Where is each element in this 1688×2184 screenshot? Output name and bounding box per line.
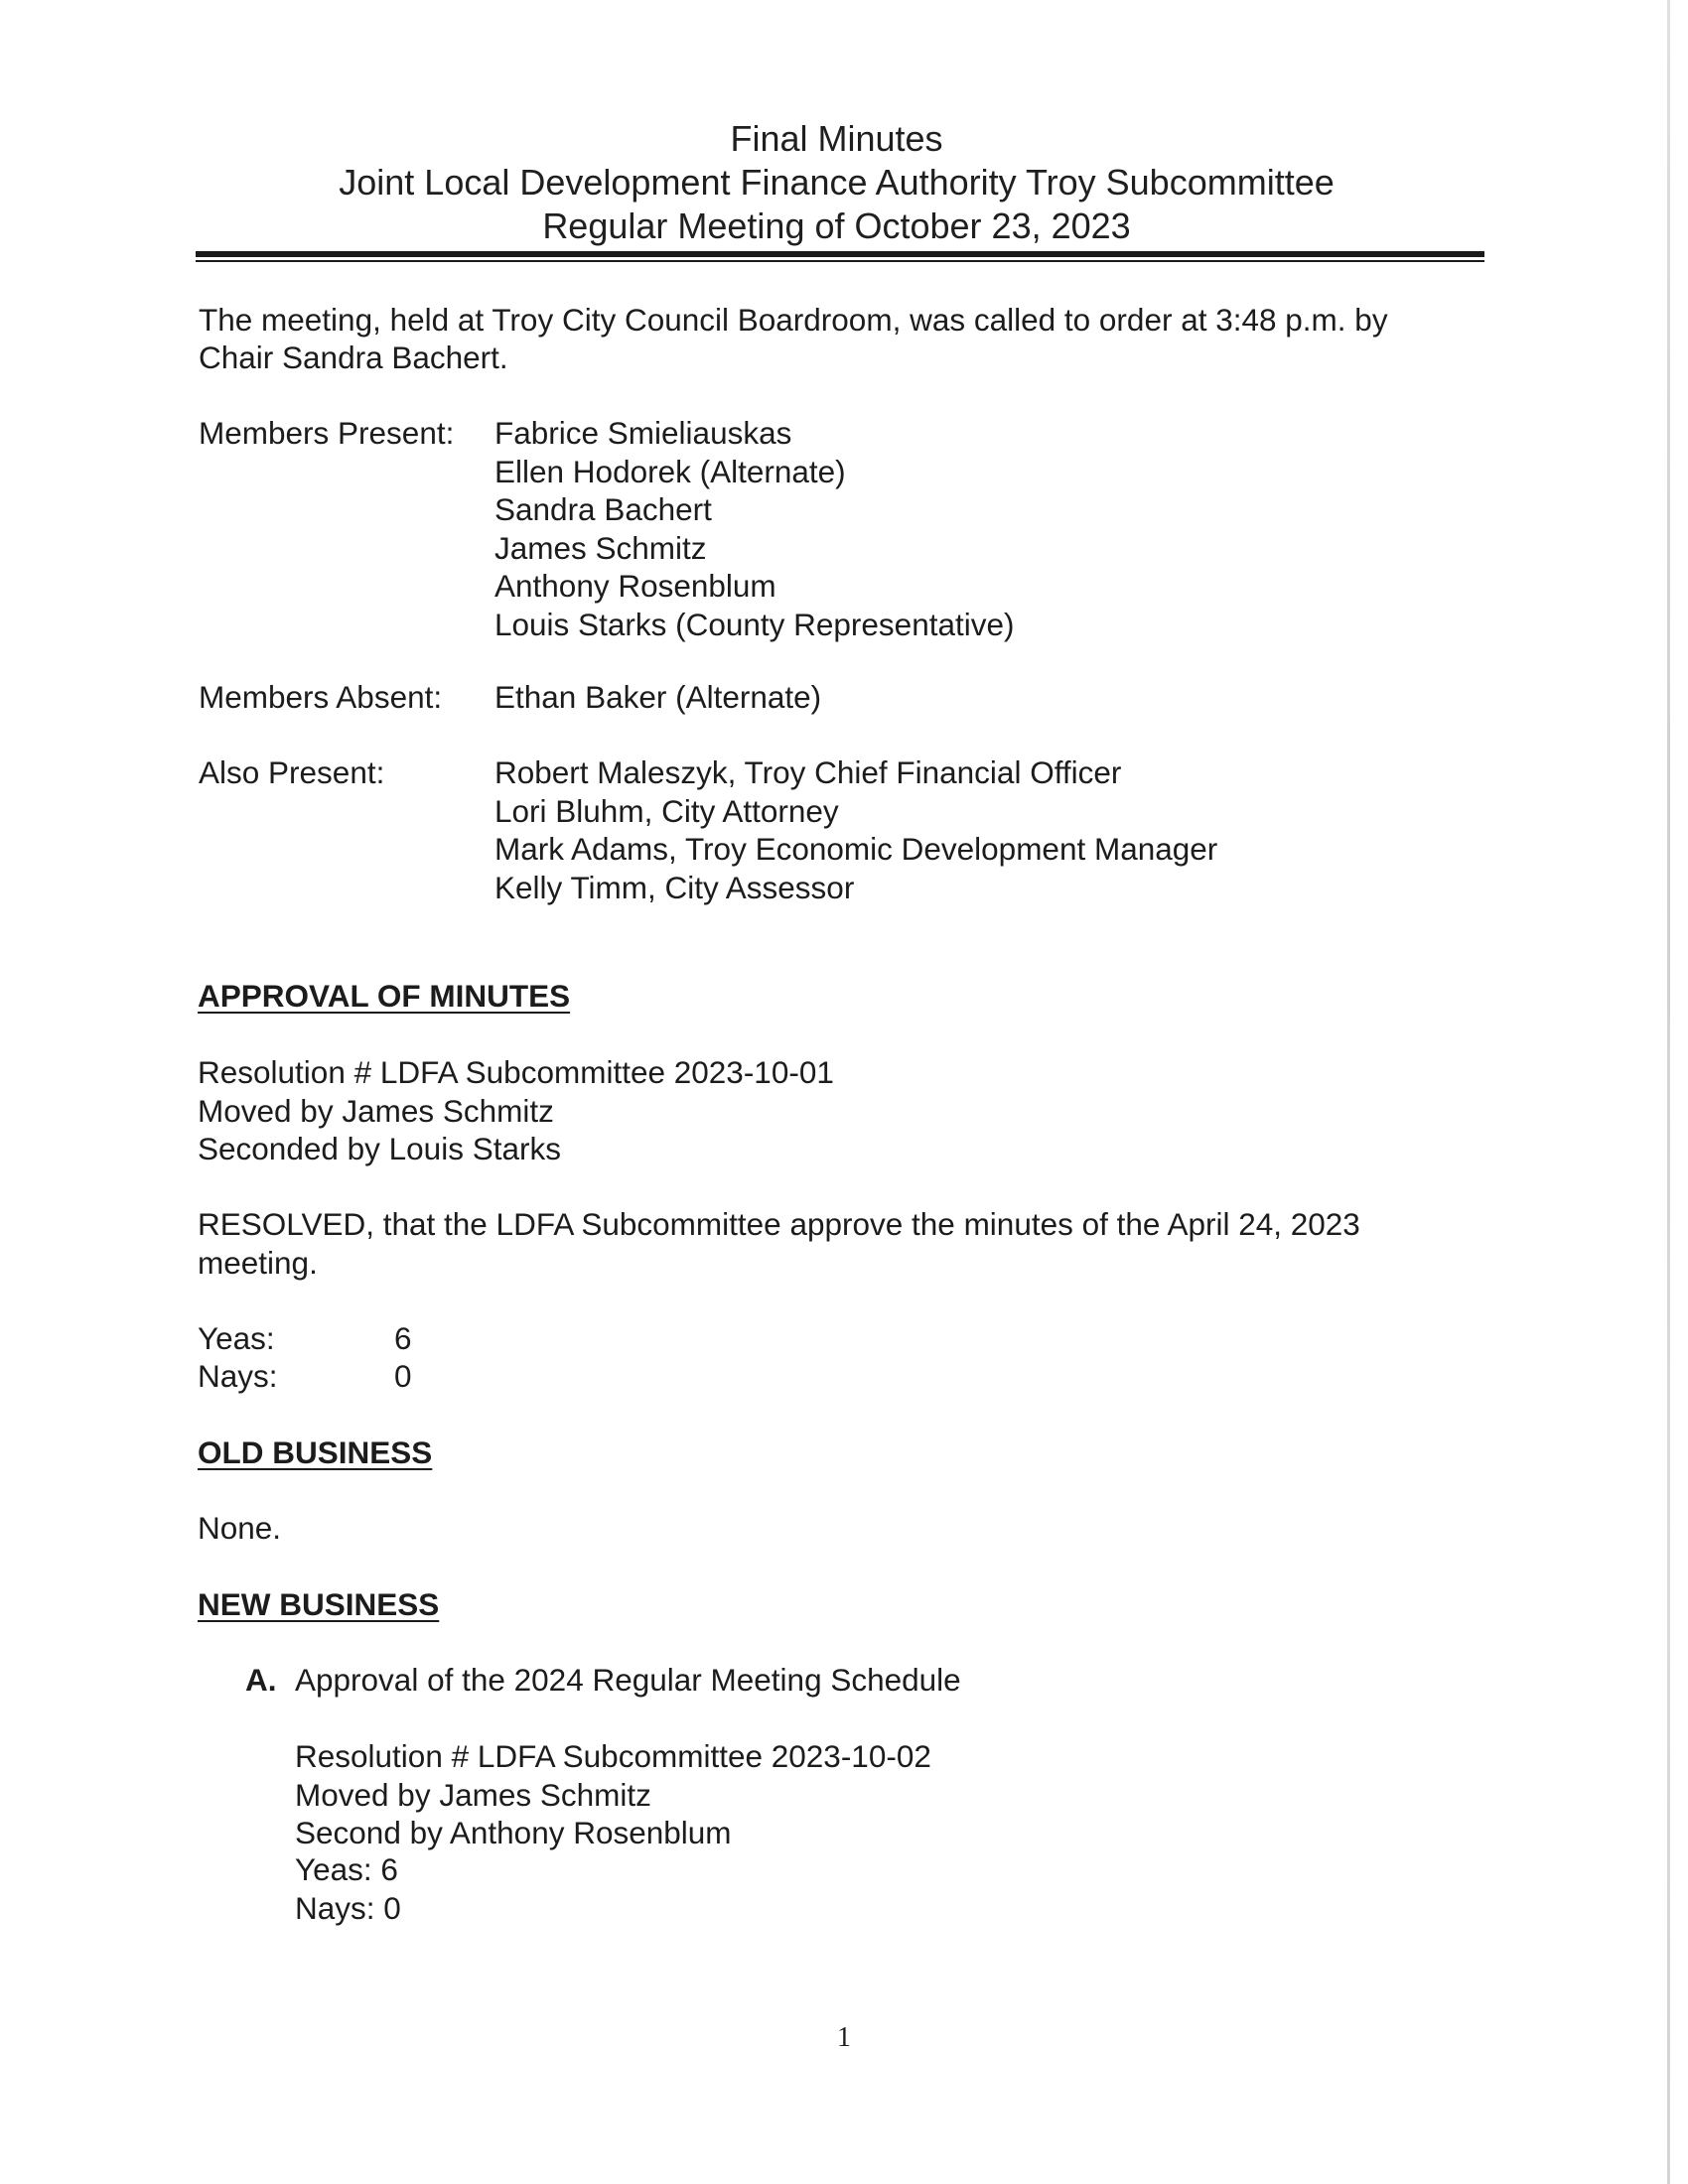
member-name: Louis Starks (County Representative) <box>494 606 1015 642</box>
staff-name: Lori Bluhm, City Attorney <box>494 792 839 829</box>
old-business-heading: OLD BUSINESS <box>198 1434 433 1470</box>
yeas-value: 6 <box>394 1320 412 1356</box>
scan-edge-shadow <box>1667 0 1670 2184</box>
resolved-line-2: meeting. <box>198 1244 318 1281</box>
resolution-number: Resolution # LDFA Subcommittee 2023-10-01 <box>198 1054 834 1090</box>
approval-vote-tally <box>198 1319 412 1395</box>
member-name: Anthony Rosenblum <box>494 568 776 604</box>
intro-line-2: Chair Sandra Bachert. <box>199 340 508 375</box>
member-name: Sandra Bachert <box>494 491 712 527</box>
approval-heading: APPROVAL OF MINUTES <box>198 978 571 1014</box>
member-name: Ellen Hodorek (Alternate) <box>494 453 846 489</box>
members-absent-list <box>494 678 821 717</box>
header-rule-thick <box>196 251 1484 257</box>
members-present-list <box>494 414 1015 643</box>
staff-name: Robert Maleszyk, Troy Chief Financial Officer <box>494 754 1122 790</box>
moved-by: Moved by James Schmitz <box>198 1092 554 1129</box>
resolution-number: Resolution # LDFA Subcommittee 2023-10-02 <box>295 1738 931 1774</box>
item-letter: A. <box>245 1662 277 1698</box>
approval-resolved-text <box>198 1205 1360 1282</box>
nays-label: Nays: <box>198 1358 278 1394</box>
staff-name: Kelly Timm, City Assessor <box>494 869 855 905</box>
absent-member-name: Ethan Baker (Alternate) <box>494 679 822 715</box>
old-business-text: None. <box>198 1510 282 1546</box>
seconded-by: Seconded by Louis Starks <box>198 1131 561 1166</box>
member-name: Fabrice Smieliauskas <box>494 415 792 451</box>
header-meeting-date: Regular Meeting of October 23, 2023 <box>542 205 1131 246</box>
page-number: 1 <box>837 2022 851 2053</box>
members-present-label: Members Present: <box>199 415 455 451</box>
members-absent-label: Members Absent: <box>199 679 443 715</box>
nays-value: 0 <box>394 1358 412 1394</box>
header-organization: Joint Local Development Finance Authority Troy Subcommittee <box>339 162 1335 203</box>
yeas-line: Yeas: 6 <box>295 1851 398 1887</box>
staff-name: Mark Adams, Troy Economic Development Manager <box>494 831 1218 867</box>
nays-line: Nays: 0 <box>295 1889 401 1926</box>
new-business-vote-tally <box>295 1850 401 1927</box>
yeas-label: Yeas: <box>198 1320 275 1356</box>
document-header <box>189 117 1484 248</box>
header-rule-thin <box>196 260 1484 262</box>
resolved-line-1: RESOLVED, that the LDFA Subcommittee approve the minutes of the April 24, 2023 <box>198 1206 1360 1242</box>
member-name: James Schmitz <box>494 529 707 566</box>
item-title: Approval of the 2024 Regular Meeting Schedule <box>295 1662 961 1698</box>
approval-resolution-block <box>198 1053 834 1168</box>
also-present-list <box>494 753 1217 906</box>
second-by: Second by Anthony Rosenblum <box>295 1815 732 1850</box>
new-business-heading: NEW BUSINESS <box>198 1586 440 1622</box>
new-business-resolution-block <box>295 1737 931 1852</box>
intro-line-1: The meeting, held at Troy City Council Boardroom, was called to order at 3:48 p.m. by <box>199 302 1388 338</box>
header-title: Final Minutes <box>730 118 943 159</box>
moved-by: Moved by James Schmitz <box>295 1776 651 1813</box>
also-present-label: Also Present: <box>199 754 385 790</box>
